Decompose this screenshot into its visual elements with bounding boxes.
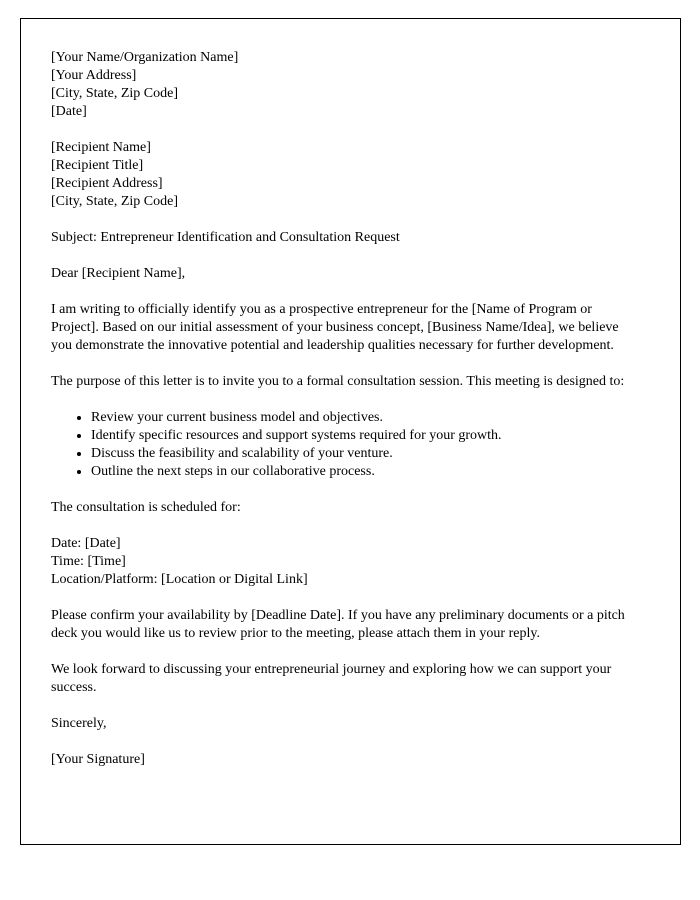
- consultation-goals-list: [51, 409, 640, 481]
- sender-name: [Your Name/Organization Name]: [51, 50, 239, 65]
- sender-city-state-zip: [City, State, Zip Code]: [51, 86, 179, 101]
- list-item: • Discuss the feasibility and scalability of your venture.: [91, 445, 640, 463]
- recipient-title: [Recipient Title]: [51, 158, 144, 173]
- paragraph-outro: We look forward to discussing your entrepreneurial journey and exploring how we can support your success.: [51, 662, 612, 695]
- closing: Sincerely,: [51, 716, 107, 731]
- recipient-block: [51, 139, 640, 211]
- signature-placeholder: [Your Signature]: [51, 752, 145, 767]
- schedule-block: [51, 535, 640, 589]
- sender-block: [51, 49, 640, 121]
- list-item: • Review your current business model and objectives.: [91, 409, 640, 427]
- paragraph-purpose: The purpose of this letter is to invite you to a formal consultation session. This meeting is designed to:: [51, 374, 625, 389]
- salutation: Dear [Recipient Name],: [51, 266, 186, 281]
- schedule-time: Time: [Time]: [51, 554, 126, 569]
- recipient-city-state-zip: [City, State, Zip Code]: [51, 194, 179, 209]
- paragraph-intro: I am writing to officially identify you as a prospective entrepreneur for the [Name of Program or Project]. Based on our initial assessment of your business concept, [Business Name/Idea], we believe you demonstrate the innovative potential and leadership qualities necessary for further development.: [51, 302, 619, 353]
- sender-address: [Your Address]: [51, 68, 137, 83]
- subject-line: Subject: Entrepreneur Identification and Consultation Request: [51, 230, 400, 245]
- paragraph-schedule-intro: The consultation is scheduled for:: [51, 500, 241, 515]
- list-item: • Outline the next steps in our collaborative process.: [91, 463, 640, 481]
- schedule-date: Date: [Date]: [51, 536, 121, 551]
- letter-page: [20, 18, 681, 845]
- schedule-location: Location/Platform: [Location or Digital Link]: [51, 572, 308, 587]
- recipient-address: [Recipient Address]: [51, 176, 163, 191]
- letter-date: [Date]: [51, 104, 87, 119]
- paragraph-confirm: Please confirm your availability by [Deadline Date]. If you have any preliminary documents or a pitch deck you would like us to review prior to the meeting, please attach them in your reply.: [51, 608, 625, 641]
- list-item: • Identify specific resources and support systems required for your growth.: [91, 427, 640, 445]
- recipient-name: [Recipient Name]: [51, 140, 151, 155]
